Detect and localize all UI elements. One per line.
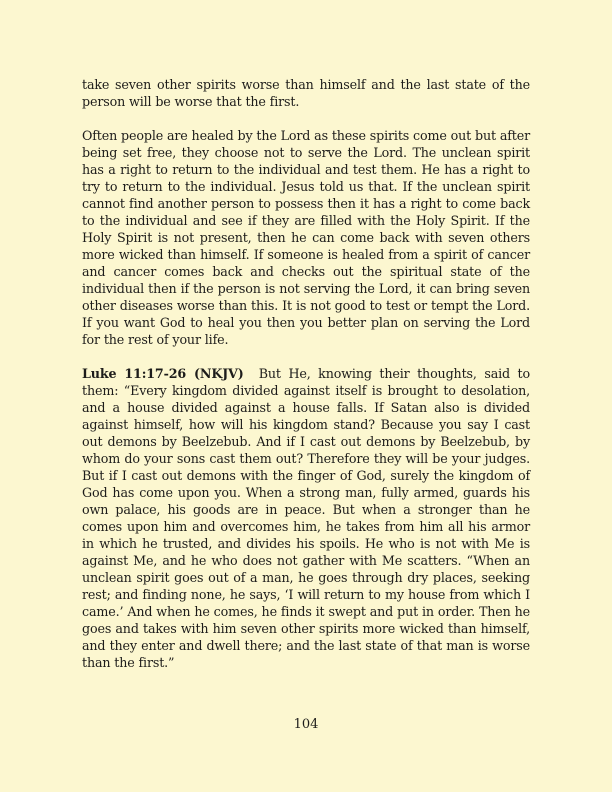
paragraph-1: take seven other spirits worse than himself and the last state of the person will be worse that the first. bbox=[82, 77, 530, 109]
page-number: 104 bbox=[293, 717, 319, 732]
paragraph-2: Often people are healed by the Lord as these spirits come out but after being set free, they choose not to serve the Lord. The unclean spirit has a right to return to the individual and test them. He has a right to try to return to the individual. Jesus told us that. If the unclean spirit cannot find another person to possess then it has a right to come back to the individual and see if they are filled with the Holy Spirit. If the Holy Spirit is not present, then he can come back with seven others more wicked than himself. If someone is healed from a spirit of cancer and cancer comes back and checks out the spiritual state of the individual then if the person is not serving the Lord, it can bring seven other diseases worse than this. It is not good to test or tempt the Lord. If you want God to heal you then you better plan on serving the Lord for the rest of your life. bbox=[82, 128, 530, 347]
scripture-reference: Luke 11:17-26 (NKJV) bbox=[82, 366, 244, 381]
paragraph-3: Luke 11:17-26 (NKJV) But He, knowing their thoughts, said to them: “Every kingdom divided against itself is brought to desolation, and a house divided against a house falls. If Satan also is divided against himself, how will his kingdom stand? Because you say I cast out demons by Beelzebub. And if I cast out demons by Beelzebub, by whom do your sons cast them out? Therefore they will be your judges. But if I cast out demons with the finger of God, surely the kingdom of God has come upon you. When a strong man, fully armed, guards his own palace, his goods are in peace. But when a stronger than he comes upon him and overcomes him, he takes from him all his armor in which he trusted, and divides his spoils. He who is not with Me is against Me, and he who does not gather with Me scatters. “When an unclean spirit goes out of a man, he goes through dry places, seeking rest; and finding none, he says, ‘I will return to my house from which I came.’ And when he comes, he finds it swept and put in order. Then he goes and takes with him seven other spirits more wicked than himself, and they enter and dwell there; and the last state of that man is worse than the first.” bbox=[82, 366, 530, 670]
page-text bbox=[82, 76, 530, 671]
